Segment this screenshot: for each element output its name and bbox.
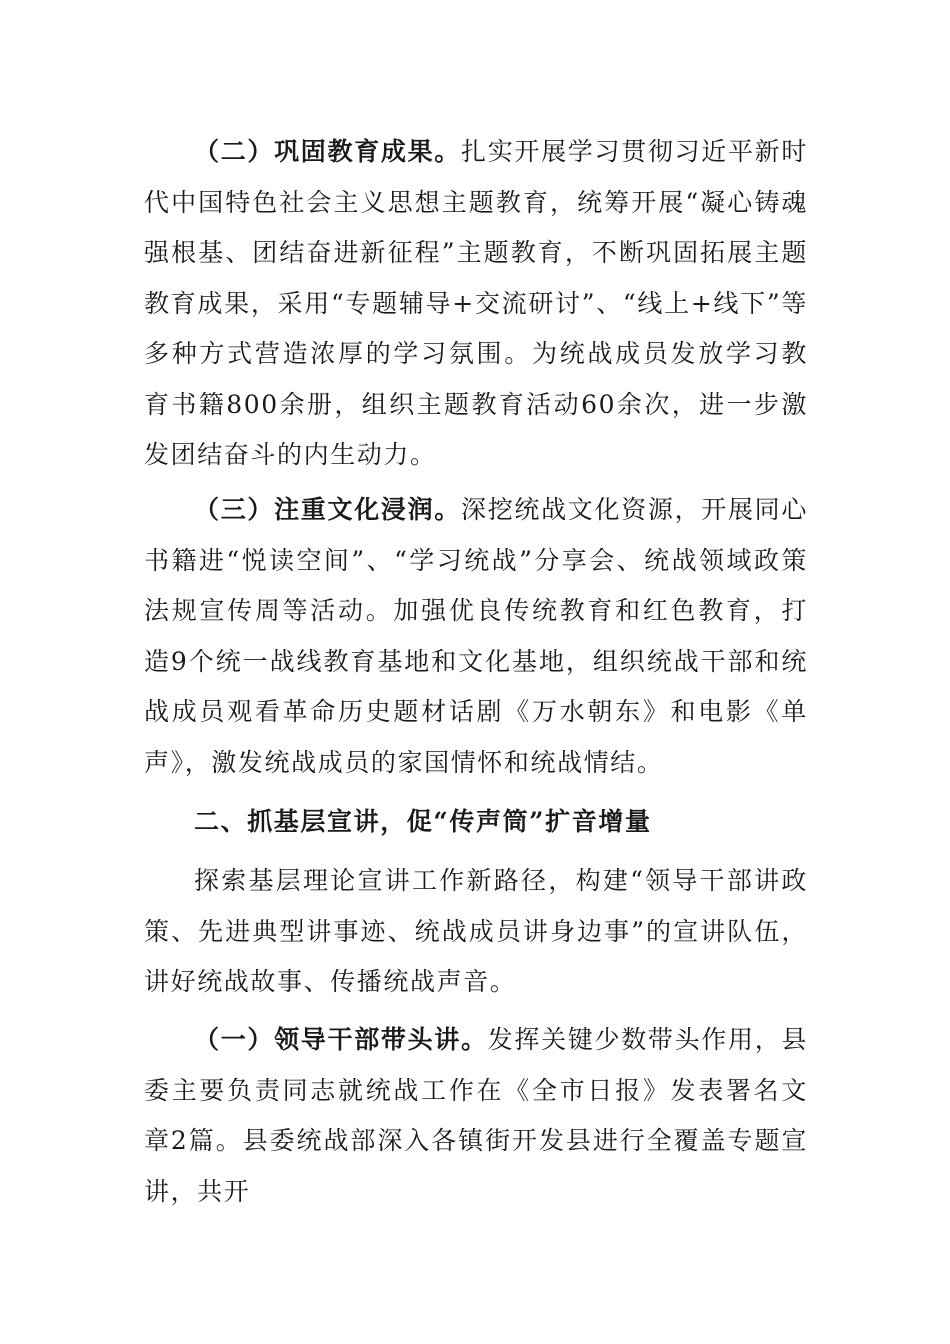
paragraph-body: 扎实开展学习贯彻习近平新时代中国特色社会主义思想主题教育，统筹开展“凝心铸魂强根基、团结奋进新征程”主题教育，不断巩固拓展主题教育成果，采用“专题辅导+交流研讨”、“线上+线下”等多种方式营造浓厚的学习氛围。为统战成员发放学习教育书籍800余册，组织主题教育活动60余次，进一步激发团结奋斗的内生动力。 (144, 137, 808, 469)
paragraph-lead: （三）注重文化浸润。 (194, 495, 461, 524)
section-heading (144, 797, 808, 848)
paragraph-leaders-lead (144, 1015, 808, 1206)
paragraph-section-intro (144, 856, 808, 1008)
paragraph-body: 探索基层理论宣讲工作新路径，构建“领导干部讲政策、先进典型讲事迹、统战成员讲身边事”的宣讲队伍，讲好统战故事、传播统战声音。 (144, 866, 808, 996)
paragraph-cultural-infusion (144, 485, 808, 788)
paragraph-body: 发挥关键少数带头作用，县委主要负责同志就统战工作在《全市日报》发表署名文章2篇。县委统战部深入各镇街开发县进行全覆盖专题宣讲，共开 (144, 1025, 808, 1206)
paragraph-body: 深挖统战文化资源，开展同心书籍进“悦读空间”、“学习统战”分享会、统战领域政策法规宣传周等活动。加强优良传统教育和红色教育，打造9个统一战线教育基地和文化基地，组织统战干部和统战成员观看革命历史题材话剧《万水朝东》和电影《单声》，激发统战成员的家国情怀和统战情结。 (144, 495, 808, 777)
paragraph-lead: （二）巩固教育成果。 (194, 137, 461, 166)
paragraph-consolidate-education (144, 127, 808, 481)
section-heading-text: 二、抓基层宣讲，促“传声筒”扩音增量 (194, 807, 652, 836)
paragraph-lead: （一）领导干部带头讲。 (194, 1025, 488, 1054)
